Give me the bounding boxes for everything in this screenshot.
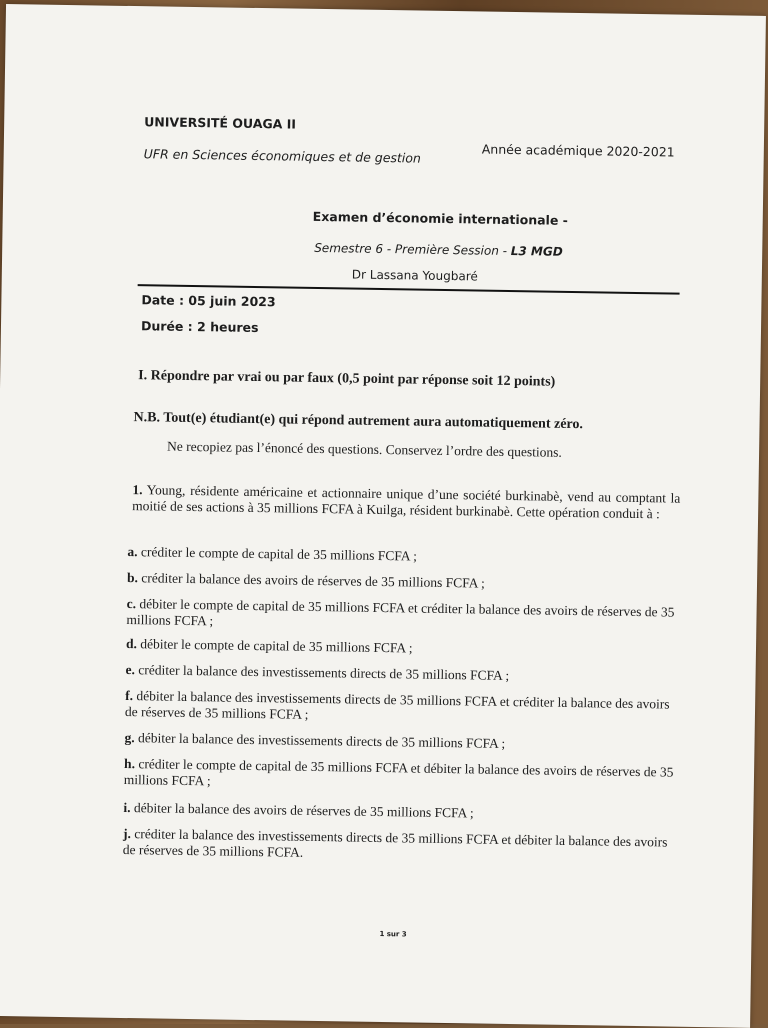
option-f: [125, 688, 681, 729]
option-text: créditer le compte de capital de 35 millions FCFA et débiter la balance des avoirs de réserves de 35 millions FCFA ;: [123, 756, 674, 789]
option-text: débiter la balance des investissements directs de 35 millions FCFA ;: [137, 730, 506, 751]
option-letter: j.: [122, 825, 132, 842]
option-letter: d.: [125, 635, 138, 652]
university-name: UNIVERSITÉ OUAGA II: [144, 114, 297, 132]
option-i: [123, 800, 679, 825]
option-letter: i.: [123, 799, 131, 816]
option-c: [126, 596, 682, 637]
option-letter: g.: [124, 729, 135, 746]
exam-title: Examen d’économie internationale -: [312, 208, 569, 228]
question-number: 1.: [132, 482, 143, 498]
lecturer-name: Dr Lassana Yougbaré: [351, 267, 478, 284]
option-text: créditer la balance des avoirs de réserves de 35 millions FCFA ;: [141, 570, 485, 591]
option-text: créditer la balance des investissements directs de 35 millions FCFA ;: [138, 662, 510, 684]
exam-date: Date : 05 juin 2023: [141, 292, 276, 310]
option-a: [127, 544, 683, 569]
option-letter: h.: [124, 755, 136, 772]
instruction-text: Ne recopiez pas l’énoncé des questions. Conservez l’ordre des questions.: [167, 438, 562, 460]
session-level: L3 MGD: [510, 243, 563, 259]
option-text: débiter la balance des investissements directs de 35 millions FCFA et créditer la balance des avoirs de réserves de 35 millions FCFA ;: [124, 688, 670, 722]
exam-session: [314, 241, 563, 259]
option-d: [126, 636, 682, 661]
option-b: [127, 570, 683, 595]
exam-sheet: [0, 4, 766, 1028]
ufr-name: UFR en Sciences économiques et de gestion: [143, 146, 422, 166]
page-number: 1 sur 3: [379, 930, 407, 939]
session-prefix: Semestre 6 - Première Session -: [314, 240, 511, 258]
option-h: [124, 756, 680, 797]
option-letter: e.: [125, 661, 136, 678]
option-text: créditer le compte de capital de 35 millions FCFA ;: [140, 544, 418, 564]
question-1: [132, 482, 680, 523]
option-text: débiter le compte de capital de 35 millions FCFA ;: [140, 636, 413, 656]
option-letter: f.: [125, 687, 134, 704]
option-text: débiter la balance des avoirs de réserves de 35 millions FCFA ;: [133, 800, 474, 821]
option-text: créditer la balance des investissements directs de 35 millions FCFA et débiter la balance des avoirs de réserves de 35 millions FCFA.: [122, 826, 668, 860]
option-letter: c.: [126, 596, 137, 612]
option-j: [123, 826, 679, 867]
option-letter: b.: [126, 570, 139, 586]
question-text: Young, résidente américaine et actionnaire unique d’une société burkinabè, vend au comptant la moitié de ses actions à 35 millions FCFA à Kuilga, résident burkinabè. Cette opération conduit à :: [132, 482, 681, 522]
exam-duration: Durée : 2 heures: [140, 318, 259, 336]
option-e: [125, 662, 681, 687]
academic-year: Année académique 2020-2021: [481, 141, 675, 160]
section-heading: I. Répondre par vrai ou par faux (0,5 point par réponse soit 12 points): [138, 368, 556, 390]
option-letter: a.: [127, 544, 138, 560]
nb-warning: N.B. Tout(e) étudiant(e) qui répond autrement aura automatiquement zéro.: [133, 410, 584, 433]
option-g: [124, 730, 680, 755]
option-text: débiter le compte de capital de 35 millions FCFA et créditer la balance des avoirs de réserves de 35 millions FCFA ;: [126, 596, 675, 629]
